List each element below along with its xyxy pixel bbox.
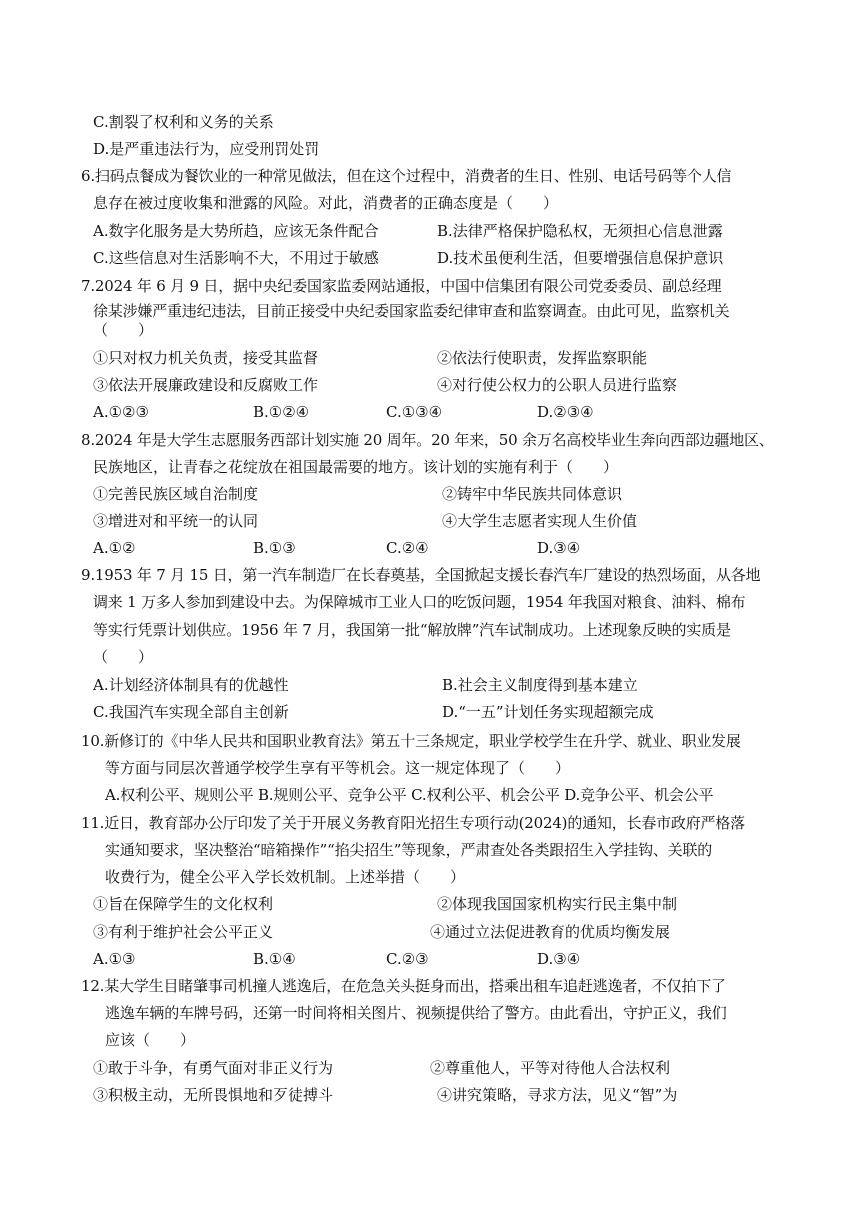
q11-option-a: A.①③ xyxy=(93,950,136,968)
q8-option-d: D.③④ xyxy=(537,539,581,557)
q7-option-d: D.②③④ xyxy=(537,403,594,421)
q6-option-c: C.这些信息对生活影响不大，不用过于敏感 xyxy=(93,249,379,267)
q10-stem-line1: 10.新修订的《中华人民共和国职业教育法》第五十三条规定，职业学校学生在升学、就业、职业发展 xyxy=(81,732,741,750)
q9-stem-line1: 9.1953 年 7 月 15 日，第一汽车制造厂在长春奠基，全国掀起支援长春汽车厂建设的热烈场面，从各地 xyxy=(81,566,761,584)
q8-statement-4: ④大学生志愿者实现人生价值 xyxy=(442,512,638,530)
q9-stem-line3: 等实行凭票计划供应。1956 年 7 月，我国第一批“解放牌”汽车试制成功。上述现象反映的实质是 xyxy=(93,621,731,639)
q9-option-c: C.我国汽车实现全部自主创新 xyxy=(93,703,289,721)
q7-statement-1: ①只对权力机关负责，接受其监督 xyxy=(93,349,319,367)
q12-stem-line3: 应该（ ） xyxy=(105,1031,196,1049)
q6-stem-line2: 息存在被过度收集和泄露的风险。对此，消费者的正确态度是（ ） xyxy=(93,194,559,212)
q11-statement-4: ④通过立法促进教育的优质均衡发展 xyxy=(430,923,671,941)
q11-stem-line3: 收费行为，健全公平入学长效机制。上述举措（ ） xyxy=(105,868,466,886)
q11-statement-1: ①旨在保障学生的文化权利 xyxy=(93,895,274,913)
q7-stem-line3: （ ） xyxy=(93,321,154,339)
prev-option-c: C.割裂了权利和义务的关系 xyxy=(93,113,274,131)
q11-statement-3: ③有利于维护社会公平正义 xyxy=(93,923,274,941)
q11-statement-2: ②体现我国国家机构实行民主集中制 xyxy=(437,895,678,913)
q10-stem-line2: 等方面与同层次普通学校学生享有平等机会。这一规定体现了（ ） xyxy=(105,759,571,777)
q7-stem-line2: 徐某涉嫌严重违纪违法，目前正接受中央纪委国家监委纪律审查和监察调查。由此可见，监察机关 xyxy=(93,302,730,320)
q11-option-d: D.③④ xyxy=(537,950,581,968)
q9-stem-line4: （ ） xyxy=(93,648,154,666)
q8-statement-1: ①完善民族区域自治制度 xyxy=(93,485,259,503)
q8-option-a: A.①② xyxy=(93,539,136,557)
q6-option-b: B.法律严格保护隐私权，无须担心信息泄露 xyxy=(437,222,723,240)
q12-statement-4: ④讲究策略，寻求方法，见义“智”为 xyxy=(437,1086,678,1104)
q9-stem-line2: 调来 1 万多人参加到建设中去。为保障城市工业人口的吃饭问题，1954 年我国对粮食、油料、棉布 xyxy=(93,593,746,611)
q8-statement-2: ②铸牢中华民族共同体意识 xyxy=(442,485,623,503)
q7-statement-4: ④对行使公权力的公职人员进行监察 xyxy=(437,376,678,394)
q6-stem-line1: 6.扫码点餐成为餐饮业的一种常见做法，但在这个过程中，消费者的生日、性别、电话号码等个人信 xyxy=(81,167,732,185)
q11-stem-line1: 11.近日，教育部办公厅印发了关于开展义务教育阳光招生专项行动(2024)的通知，长春市政府严格落 xyxy=(81,814,745,832)
q11-option-b: B.①④ xyxy=(253,950,296,968)
q11-option-c: C.②③ xyxy=(386,950,429,968)
q12-statement-2: ②尊重他人，平等对待他人合法权利 xyxy=(430,1059,671,1077)
q12-statement-1: ①敢于斗争，有勇气面对非正义行为 xyxy=(93,1059,334,1077)
q9-option-d: D.“一五”计划任务实现超额完成 xyxy=(442,703,654,721)
q7-option-a: A.①②③ xyxy=(93,403,149,421)
q7-option-c: C.①③④ xyxy=(386,403,443,421)
q12-stem-line1: 12.某大学生目睹肇事司机撞人逃逸后，在危急关头挺身而出，搭乘出租车追赶逃逸者，不仅拍下了 xyxy=(81,977,726,995)
q9-option-b: B.社会主义制度得到基本建立 xyxy=(442,676,638,694)
prev-option-d: D.是严重违法行为，应受刑罚处罚 xyxy=(93,140,320,158)
q11-stem-line2: 实通知要求，坚决整治“暗箱操作”“掐尖招生”等现象，严肃查处各类跟招生入学挂钩、关联的 xyxy=(105,841,713,859)
q7-statement-2: ②依法行使职责，发挥监察职能 xyxy=(437,349,648,367)
q10-options: A.权利公平、规则公平 B.规则公平、竞争公平 C.权利公平、机会公平 D.竞争公平、机会公平 xyxy=(105,786,714,804)
q12-statement-3: ③积极主动，无所畏惧地和歹徒搏斗 xyxy=(93,1086,334,1104)
q7-option-b: B.①②④ xyxy=(253,403,310,421)
q8-statement-3: ③增进对和平统一的认同 xyxy=(93,512,259,530)
q8-option-b: B.①③ xyxy=(253,539,296,557)
q9-option-a: A.计划经济体制具有的优越性 xyxy=(93,676,289,694)
q6-option-a: A.数字化服务是大势所趋，应该无条件配合 xyxy=(93,222,379,240)
q6-option-d: D.技术虽便利生活，但要增强信息保护意识 xyxy=(437,249,724,267)
q8-stem-line1: 8.2024 年是大学生志愿服务西部计划实施 20 周年。20 年来，50 余万名高校毕业生奔向西部边疆地区、 xyxy=(81,431,774,449)
q8-option-c: C.②④ xyxy=(386,539,429,557)
q7-statement-3: ③依法开展廉政建设和反腐败工作 xyxy=(93,376,319,394)
q7-stem-line1: 7.2024 年 6 月 9 日，据中央纪委国家监委网站通报，中国中信集团有限公司党委委员、副总经理 xyxy=(81,277,722,295)
q8-stem-line2: 民族地区，让青春之花绽放在祖国最需要的地方。该计划的实施有利于（ ） xyxy=(93,458,619,476)
q12-stem-line2: 逃逸车辆的车牌号码，还第一时间将相关图片、视频提供给了警方。由此看出，守护正义，我们 xyxy=(105,1004,727,1022)
